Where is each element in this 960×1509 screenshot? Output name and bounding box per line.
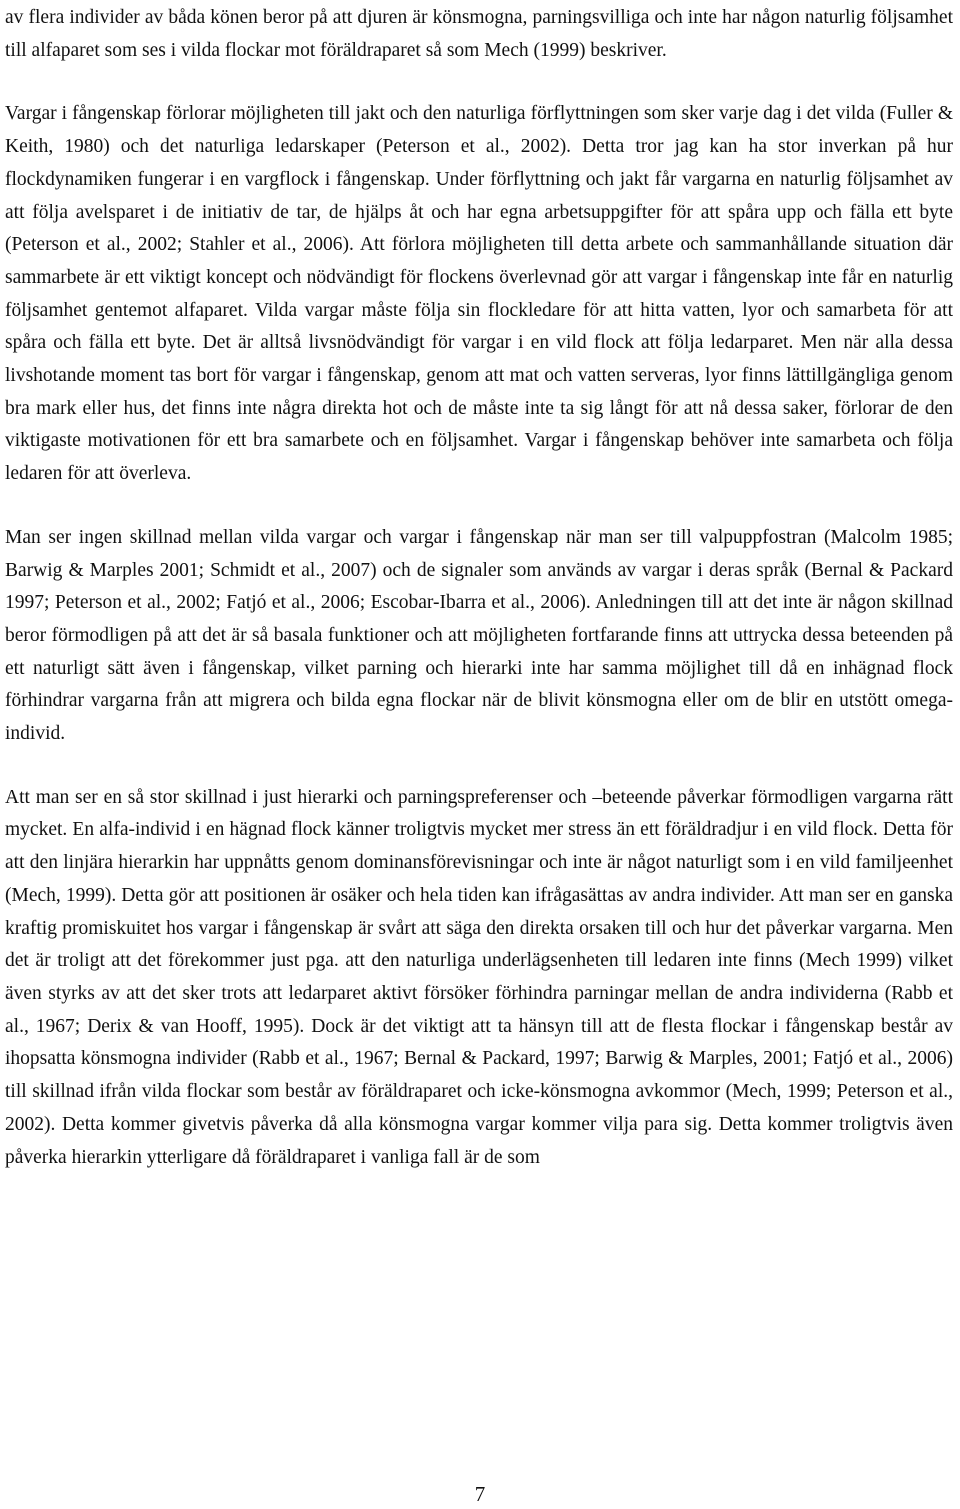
paragraph-2: Vargar i fångenskap förlorar möjligheten till jakt och den naturliga förflyttningen som sker varje dag i det vilda (Fuller & Keith, 1980) och det naturliga ledarskaper (Peterson et al., 2002). Detta tror jag kan ha stor inverkan på hur flockdynamiken fungerar i en vargflock i fångenskap. Under förflyttning och jakt får vargarna en naturlig följsamhet av att följa avelsparet i de initiativ de tar, de hjälps åt och har egna arbetsuppgifter för att spåra upp och fälla ett byte (Peterson et al., 2002; Stahler et al., 2006). Att förlora möjligheten till detta arbete och sammanhållande situation där sammarbete är ett viktigt koncept och nödvändigt för flockens överlevnad gör att vargar i fångenskap inte får en naturlig följsamhet gentemot alfaparet. Vilda vargar måste följa sin flockledare för att hitta vatten, lyor och samarbeta för att spåra och fälla ett byte. Det är alltså livsnödvändigt för vargar i en vild flock att följa ledarparet. Men när alla dessa livshotande moment tas bort för vargar i fångenskap, genom att mat och vatten serveras, lyor finns lättillgängliga genom bra mark eller hus, det finns inte några direkta hot och de måste inte ta sig långt för att nå dessa saker, förlorar de den viktigaste motivationen för ett bra samarbete och en följsamhet. Vargar i fångenskap behöver inte samarbeta och följa ledaren för att överleva. bbox=[5, 103, 953, 485]
paragraph-1: av flera individer av båda könen beror på att djuren är könsmogna, parningsvilliga och inte har någon naturlig följsamhet till alfaparet som ses i vilda flockar mot föräldraparet så som Mech (1999) beskriver. bbox=[5, 7, 953, 61]
paragraph-4: Att man ser en så stor skillnad i just hierarki och parningspreferenser och –beteende påverkar förmodligen vargarna rätt mycket. En alfa-individ i en hägnad flock känner troligtvis mycket mer stress än ett föräldradjur i en vild flock. Detta för att den linjära hierarkin har uppnåtts genom dominansförevisningar och inte är något naturligt som i en vild familjeenhet (Mech, 1999). Detta gör att positionen är osäker och hela tiden kan ifrågasättas av andra individer. Att man ser en ganska kraftig promiskuitet hos vargar i fångenskap är svårt att säga den direkta orsaken till och hur det påverkar vargarna. Men det är troligt att det förekommer just pga. att den naturliga underlägsenheten till ledaren inte finns (Mech 1999) vilket även styrks av att det sker trots att ledarparet aktivt försöker förhindra parningar mellan de andra individerna (Rabb et al., 1967; Derix & van Hooff, 1995). Dock är det viktigt att ta hänsyn till att de flesta flockar i fångenskap består av ihopsatta könsmogna individer (Rabb et al., 1967; Bernal & Packard, 1997; Barwig & Marples, 2001; Fatjó et al., 2006) till skillnad ifrån vilda flockar som består av föräldraparet och icke-könsmogna avkommor (Mech, 1999; Peterson et al., 2002). Detta kommer givetvis påverka då alla könsmogna vargar kommer vilja para sig. Detta kommer troligtvis även påverka hierarkin ytterligare då föräldraparet i vanliga fall är de som bbox=[5, 786, 953, 1168]
page-number: 7 bbox=[474, 1482, 486, 1506]
paragraph-3: Man ser ingen skillnad mellan vilda vargar och vargar i fångenskap när man ser till valpuppfostran (Malcolm 1985; Barwig & Marples 2001; Schmidt et al., 2007) och de signaler som används av vargar i deras språk (Bernal & Packard 1997; Peterson et al., 2002; Fatjó et al., 2006; Escobar-Ibarra et al., 2006). Anledningen till att det inte är någon skillnad beror förmodligen på att det är så basala funktioner och att möjligheten fortfarande finns att uttrycka dessa beteenden på ett naturligt sätt även i fångenskap, vilket parning och hierarki inte har samma möjlighet till då en inhägnad flock förhindrar vargarna från att migrera och bilda egna flockar när de blivit könsmogna eller om de blir en utstött omega-individ. bbox=[5, 526, 953, 745]
